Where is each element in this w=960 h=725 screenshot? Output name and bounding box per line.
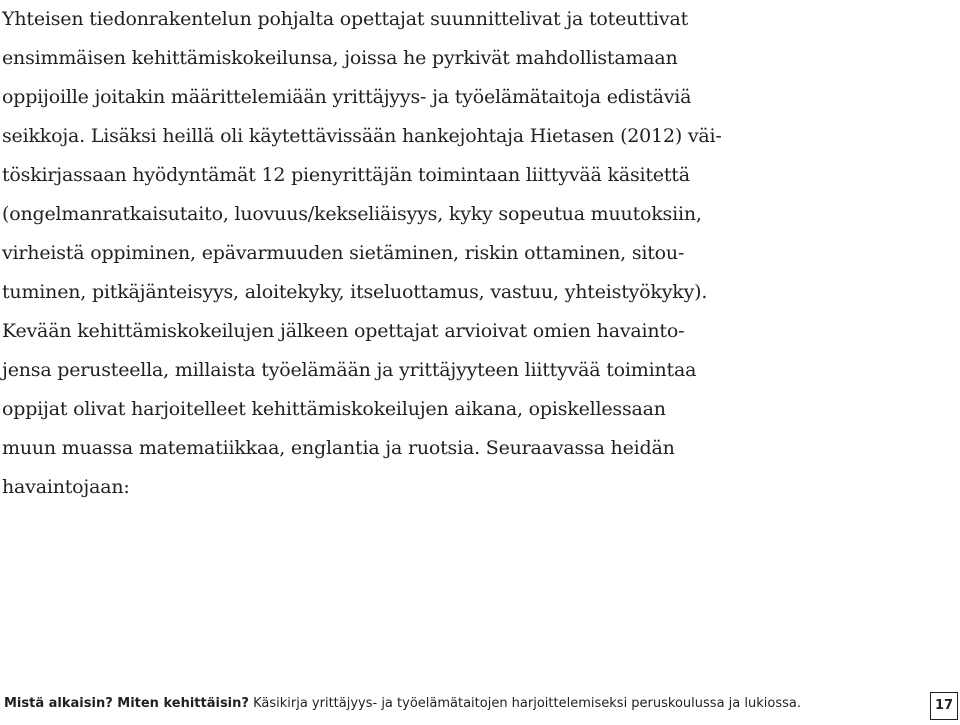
page-number-box: 17 xyxy=(930,692,958,720)
paragraph-line: jensa perusteella, millaista työelämään ja yrittäjyyteen liittyvää toimintaa xyxy=(2,359,697,381)
paragraph-line: ensimmäisen kehittämiskokeilunsa, joissa he pyrkivät mahdollistamaan xyxy=(2,47,678,69)
paragraph-line: tuminen, pitkäjänteisyys, aloitekyky, itseluottamus, vastuu, yhteistyökyky). xyxy=(2,281,708,303)
paragraph-line: muun muassa matematiikkaa, englantia ja ruotsia. Seuraavassa heidän xyxy=(2,437,675,459)
paragraph-line: Yhteisen tiedonrakentelun pohjalta opettajat suunnittelivat ja toteuttivat xyxy=(2,8,689,30)
body-paragraph xyxy=(2,0,722,507)
footer-book-subtitle: Käsikirja yrittäjyys- ja työelämätaitojen harjoittelemiseksi peruskoulussa ja lukiossa. xyxy=(248,696,801,711)
paragraph-line: virheistä oppiminen, epävarmuuden sietäminen, riskin ottaminen, sitou- xyxy=(2,242,685,264)
paragraph-line: Kevään kehittämiskokeilujen jälkeen opettajat arvioivat omien havainto- xyxy=(2,320,685,342)
footer-book-title: Mistä alkaisin? Miten kehittäisin? xyxy=(4,696,249,711)
paragraph-line: oppijat olivat harjoitelleet kehittämiskokeilujen aikana, opiskellessaan xyxy=(2,398,666,420)
paragraph-line: (ongelmanratkaisutaito, luovuus/kekseliäisyys, kyky sopeutua muutoksiin, xyxy=(2,203,702,225)
page-footer xyxy=(4,694,801,714)
paragraph-line: havaintojaan: xyxy=(2,476,130,498)
paragraph-line: seikkoja. Lisäksi heillä oli käytettävissään hankejohtaja Hietasen (2012) väi- xyxy=(2,125,722,147)
paragraph-line: oppijoille joitakin määrittelemiään yrittäjyys- ja työelämätaitoja edistäviä xyxy=(2,86,692,108)
paragraph-line: töskirjassaan hyödyntämät 12 pienyrittäjän toimintaan liittyvää käsitettä xyxy=(2,164,690,186)
